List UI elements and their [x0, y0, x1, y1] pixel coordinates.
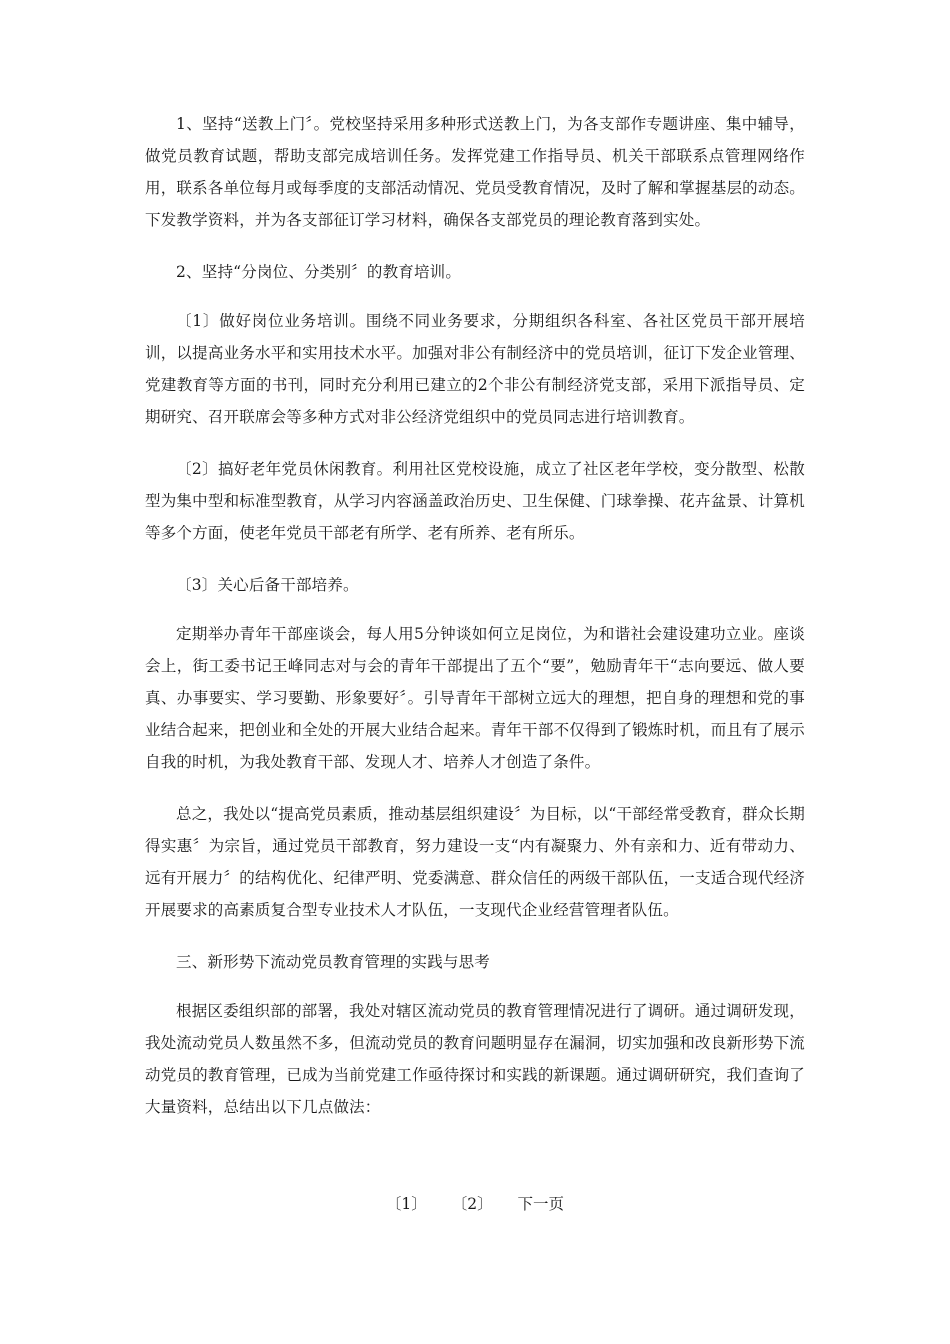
page-link-2[interactable]: 〔2〕 [451, 1195, 493, 1213]
paragraph-youth-forum: 定期举办青年干部座谈会，每人用5分钟谈如何立足岗位，为和谐社会建设建功立业。座谈会上，街工委书记王峰同志对与会的青年干部提出了五个“要”，勉励青年干“志向要远、做人要真、办事要实、学习要勤、形象要好〞。引导青年干部树立远大的理想，把自身的理想和党的事业结合起来，把创业和全处的开展大业结合起来。青年干部不仅得到了锻炼时机，而且有了展示自我的时机，为我处教育干部、发现人才、培养人才创造了条件。 [145, 625, 805, 771]
paragraph-post-training-heading: 2、坚持“分岗位、分类别〞的教育培训。 [176, 263, 462, 281]
paragraph-reserve-cadre-heading: 〔3〕关心后备干部培养。 [176, 576, 359, 594]
paragraph-senior-education: 〔2〕搞好老年党员休闲教育。利用社区党校设施，成立了社区老年学校，变分散型、松散型为集中型和标准型教育，从学习内容涵盖政治历史、卫生保健、门球拳操、花卉盆景、计算机等多个方面，使老年党员干部老有所学、老有所养、老有所乐。 [145, 460, 805, 542]
document-body [145, 108, 805, 1143]
page-link-1[interactable]: 〔1〕 [385, 1195, 427, 1213]
paragraph-job-training: 〔1〕做好岗位业务培训。围绕不同业务要求，分期组织各科室、各社区党员干部开展培训，以提高业务水平和实用技术水平。加强对非公有制经济中的党员培训，征订下发企业管理、党建教育等方面的书刊，同时充分利用已建立的2个非公有制经济党支部，采用下派指导员、定期研究、召开联席会等多种方式对非公经济党组织中的党员同志进行培训教育。 [145, 312, 805, 426]
paragraph-send-teaching: 1、坚持“送教上门〞。党校坚持采用多种形式送教上门，为各支部作专题讲座、集中辅导，做党员教育试题，帮助支部完成培训任务。发挥党建工作指导员、机关干部联系点管理网络作用，联系各单位每月或每季度的支部活动情况、党员受教育情况，及时了解和掌握基层的动态。下发教学资料，并为各支部征订学习材料，确保各支部党员的理论教育落到实处。 [145, 115, 805, 229]
paragraph-summary: 总之，我处以“提高党员素质，推动基层组织建设〞为目标，以“干部经常受教育，群众长期得实惠〞为宗旨，通过党员干部教育，努力建设一支“内有凝聚力、外有亲和力、近有带动力、远有开展力〞的结构优化、纪律严明、党委满意、群众信任的两级干部队伍，一支适合现代经济开展要求的高素质复合型专业技术人才队伍，一支现代企业经营管理者队伍。 [145, 805, 805, 919]
section-heading-mobile-members: 三、新形势下流动党员教育管理的实践与思考 [176, 953, 491, 971]
paragraph-research: 根据区委组织部的部署，我处对辖区流动党员的教育管理情况进行了调研。通过调研发现，我处流动党员人数虽然不多，但流动党员的教育问题明显存在漏洞，切实加强和改良新形势下流动党员的教育管理，已成为当前党建工作亟待探讨和实践的新课题。通过调研研究，我们查询了大量资料，总结出以下几点做法： [145, 1002, 805, 1116]
next-page-link[interactable]: 下一页 [517, 1195, 565, 1213]
pagination [0, 1192, 950, 1216]
